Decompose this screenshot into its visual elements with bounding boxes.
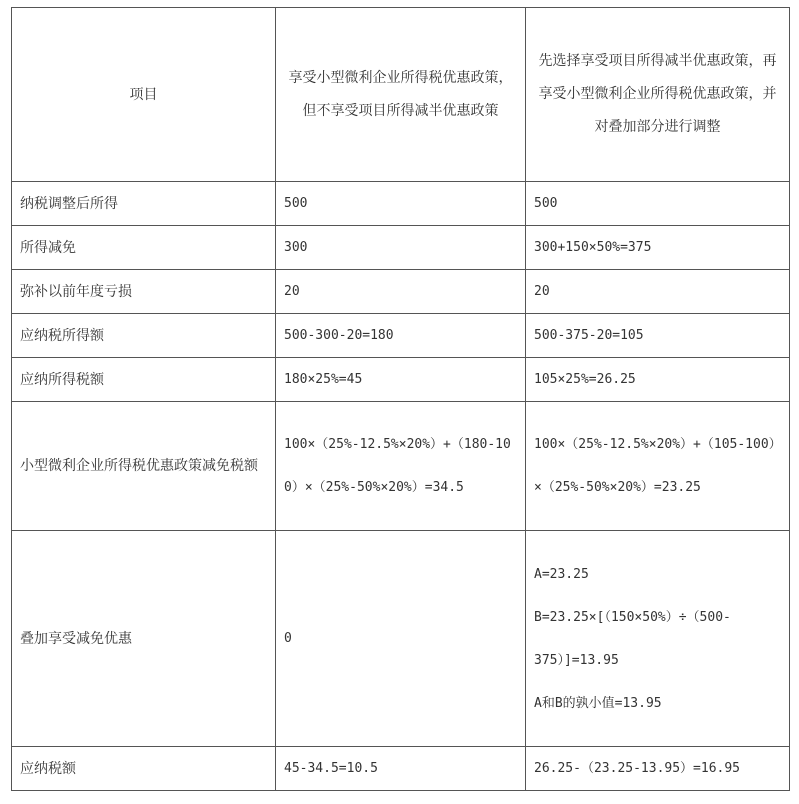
formula-line: A和B的孰小值=13.95 — [534, 695, 662, 711]
row-label: 应纳税所得额 — [12, 314, 276, 358]
row-label: 弥补以前年度亏损 — [12, 270, 276, 314]
value-b: 500 — [526, 182, 790, 226]
table-row — [12, 226, 790, 270]
table-row — [12, 747, 790, 791]
row-label: 应纳税额 — [12, 747, 276, 791]
header-scenario-a: 享受小型微利企业所得税优惠政策，但不享受项目所得减半优惠政策 — [276, 8, 526, 182]
table-row — [12, 358, 790, 402]
table-row — [12, 402, 790, 531]
row-label: 叠加享受减免优惠 — [12, 531, 276, 747]
value-a: 20 — [276, 270, 526, 314]
header-scenario-b: 先选择享受项目所得减半优惠政策，再享受小型微利企业所得税优惠政策，并对叠加部分进行调整 — [526, 8, 790, 182]
value-b: 300+150×50%=375 — [526, 226, 790, 270]
header-row — [12, 8, 790, 182]
value-a: 500 — [276, 182, 526, 226]
table-row — [12, 182, 790, 226]
value-a: 100×（25%-12.5%×20%）+（180-100）×（25%-50%×20%）=34.5 — [276, 402, 526, 531]
header-item: 项目 — [12, 8, 276, 182]
table-row — [12, 270, 790, 314]
value-b: 20 — [526, 270, 790, 314]
value-a: 300 — [276, 226, 526, 270]
formula-line: 375）]=13.95 — [534, 652, 619, 668]
value-b: 26.25-（23.25-13.95）=16.95 — [526, 747, 790, 791]
row-label: 纳税调整后所得 — [12, 182, 276, 226]
table-row — [12, 531, 790, 747]
value-a: 0 — [276, 531, 526, 747]
tax-comparison-table — [11, 7, 790, 791]
row-label: 应纳所得税额 — [12, 358, 276, 402]
row-label: 小型微利企业所得税优惠政策减免税额 — [12, 402, 276, 531]
value-b: 500-375-20=105 — [526, 314, 790, 358]
value-b: 105×25%=26.25 — [526, 358, 790, 402]
formula-line: A=23.25 — [534, 566, 589, 582]
table-row — [12, 314, 790, 358]
value-a: 180×25%=45 — [276, 358, 526, 402]
value-b: 100×（25%-12.5%×20%）+（105-100）×（25%-50%×20%）=23.25 — [526, 402, 790, 531]
value-b — [526, 531, 790, 747]
value-a: 45-34.5=10.5 — [276, 747, 526, 791]
formula-line: B=23.25×[（150×50%）÷（500- — [534, 609, 731, 625]
row-label: 所得减免 — [12, 226, 276, 270]
value-a: 500-300-20=180 — [276, 314, 526, 358]
